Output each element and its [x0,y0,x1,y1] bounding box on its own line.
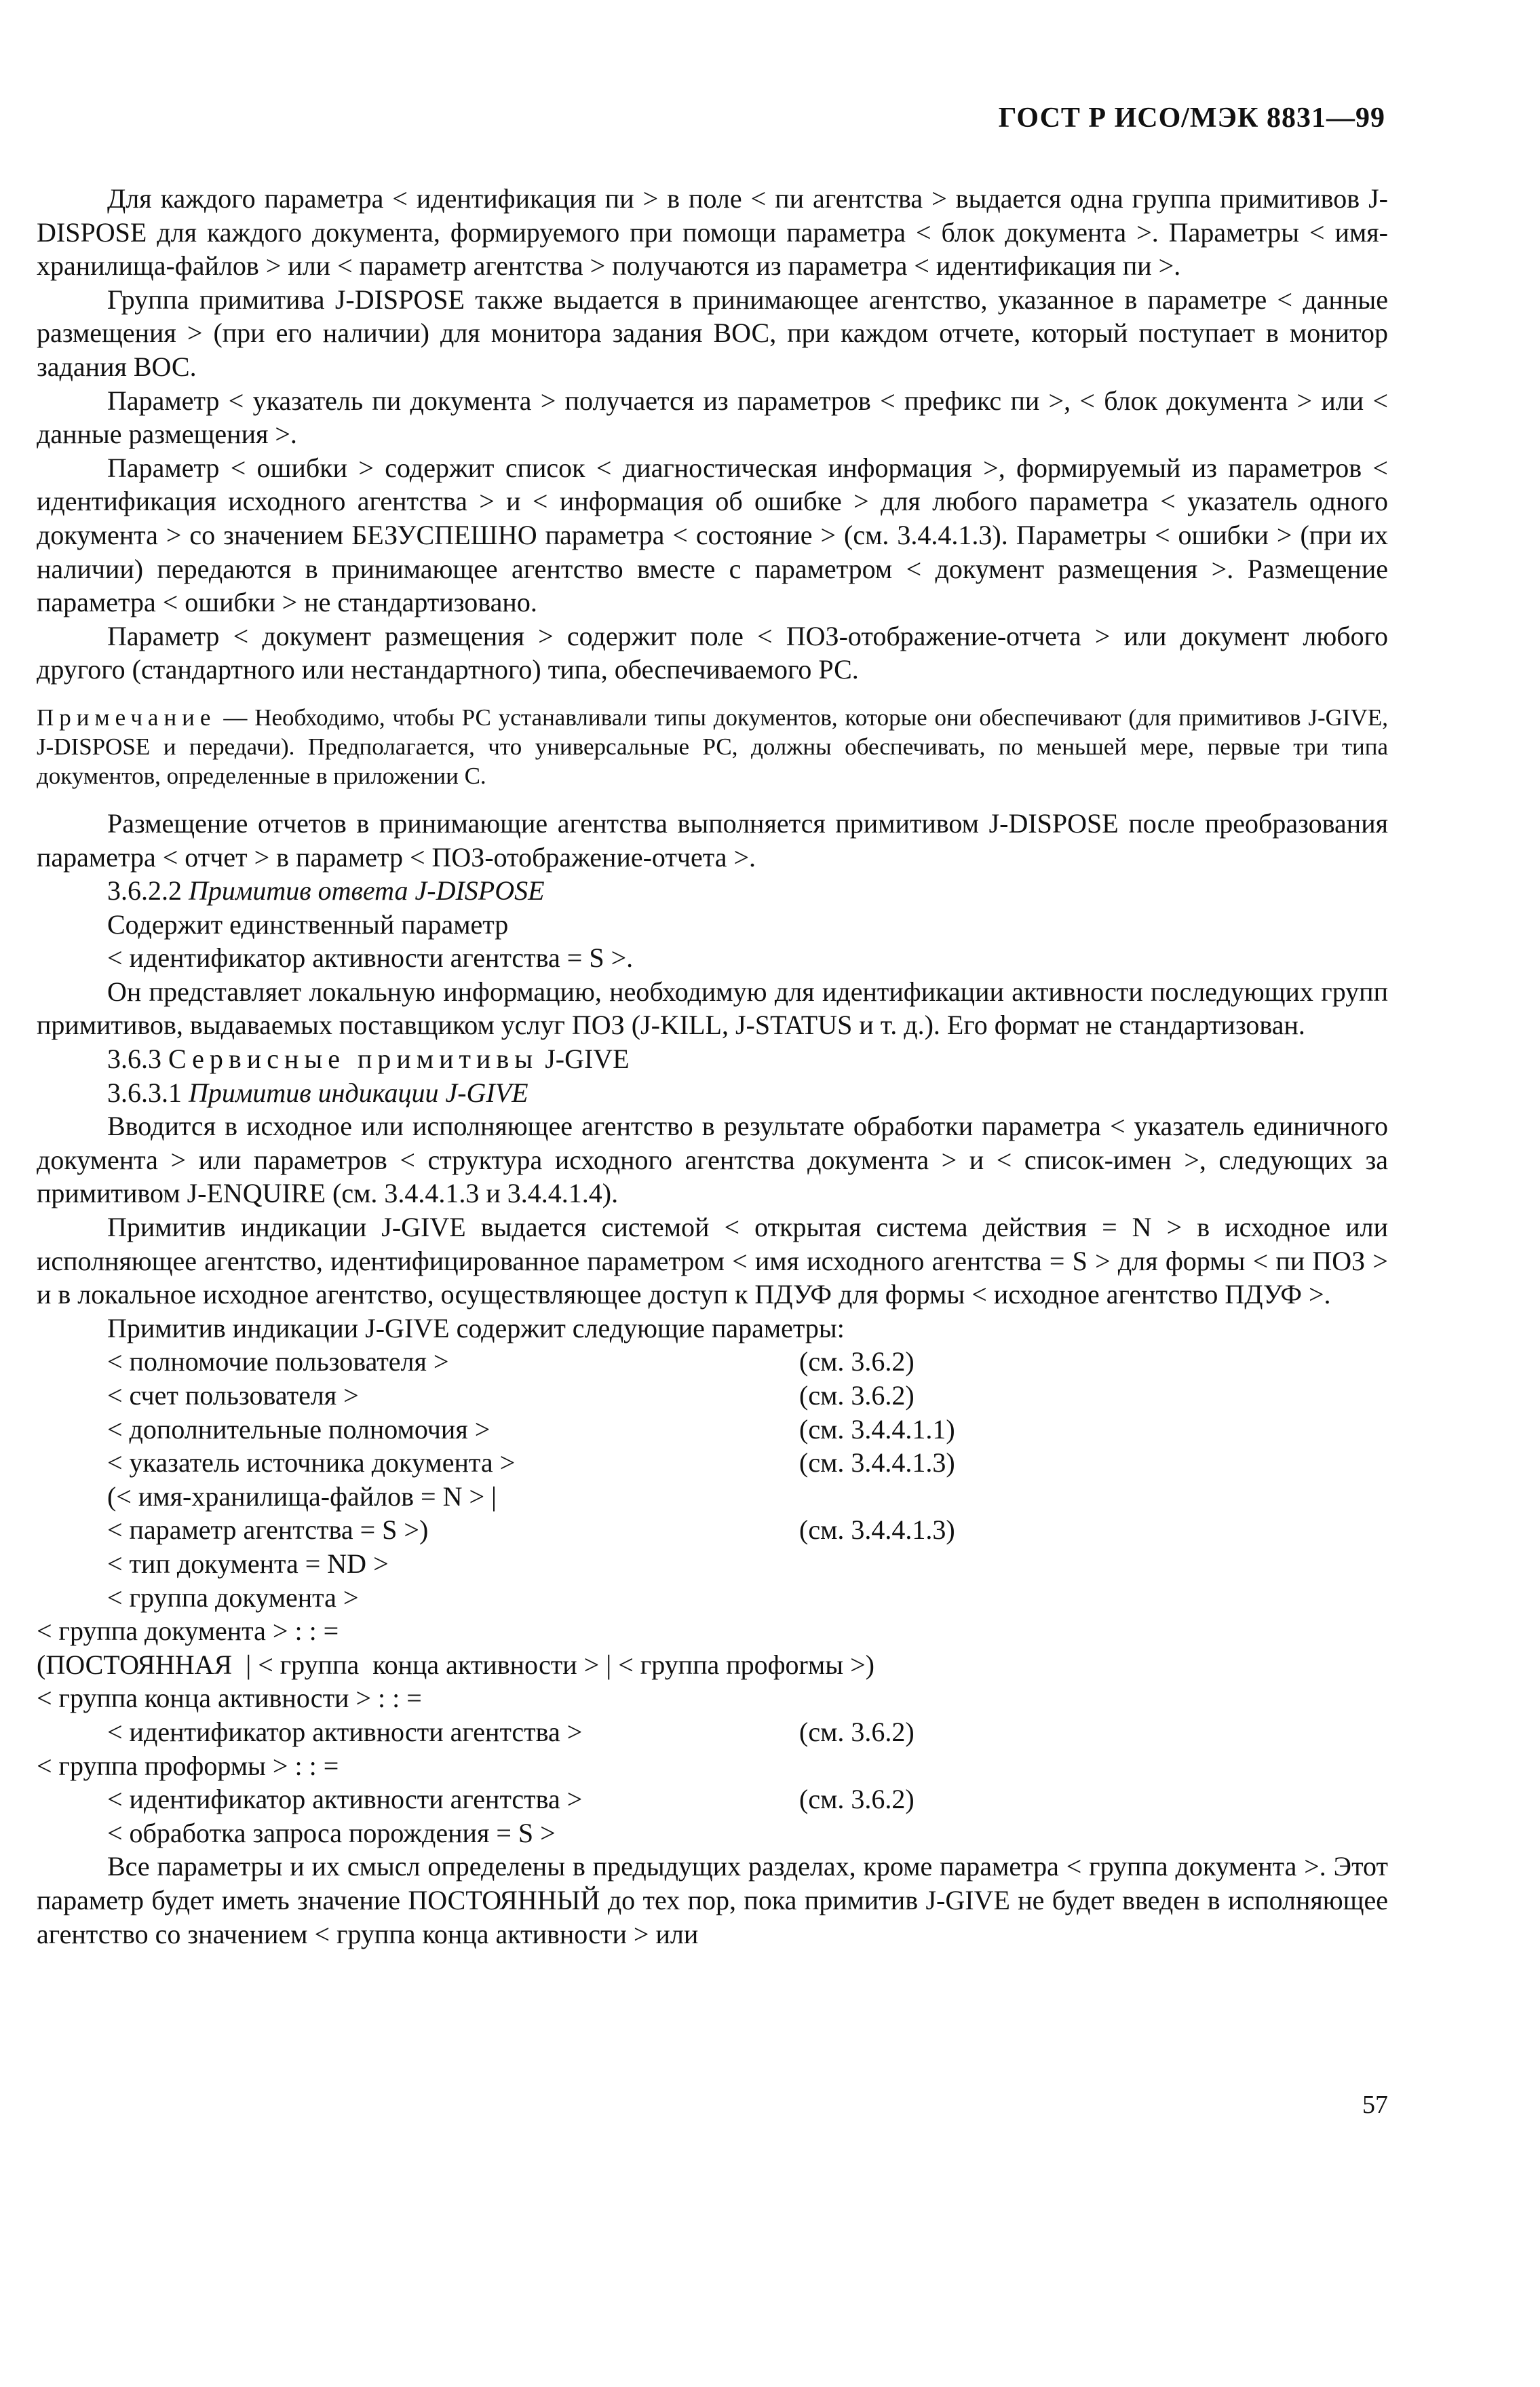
parameter-row [37,1581,1388,1615]
paragraph: < идентификатор активности агентства = S >. [107,942,634,974]
paragraph: Он представляет локальную информацию, необходимую для идентификации активности последующих групп примитивов, выдаваемых поставщиком услуг ПОЗ (J-KILL, J-STATUS и т. д.). Его формат не стандартизован. [37,976,1388,1041]
parameter-text: < дополнительные полномочия > [107,1413,490,1445]
parameter-row [37,1749,1388,1783]
parameter-ref: (см. 3.4.4.1.3) [799,1514,955,1546]
section-title-suffix: J-GIVE [545,1044,630,1075]
page-number: 57 [1362,2090,1388,2119]
section-heading [37,874,1388,908]
parameter-text: < тип документа = ND > [107,1548,389,1579]
parameter-row [37,1547,1388,1581]
parameter-ref: (см. 3.4.4.1.3) [799,1447,955,1478]
document-header: ГОСТ Р ИСО/МЭК 8831—99 [998,102,1385,134]
paragraph: Содержит единственный параметр [107,909,509,940]
parameter-row [37,1648,1388,1682]
section-title: Примитив индикации J-GIVE [189,1077,528,1108]
paragraph: Размещение отчетов в принимающие агентства выполняется примитивом J-DISPOSE после преобразования параметра < отчет > в параметр < ПОЗ-отображение-отчета >. [37,807,1388,873]
paragraph: Параметр < документ размещения > содержит поле < ПОЗ-отображение-отчета > или документ любого другого (стандартного или нестандартного) типа, обеспечиваемого РС. [37,620,1388,685]
parameter-ref [874,1648,1388,1682]
parameter-text: < полномочие пользователя > [107,1346,449,1377]
parameter-ref: (см. 3.6.2) [799,1380,915,1411]
note [37,703,1388,790]
section-heading [37,1042,1388,1076]
parameter-text: (ПОСТОЯННАЯ | < группа конца активности > | < группа профоrмы >) [37,1649,874,1680]
parameter-text: (< имя-хранилища-файлов = N > | [107,1481,497,1512]
section-title: Примитив ответа J-DISPOSE [189,875,545,906]
parameter-row [37,1413,1388,1447]
parameter-row [37,1681,1388,1715]
parameter-ref: (см. 3.6.2) [799,1784,915,1815]
parameter-list [37,1345,1388,1850]
note-label: Примечание [37,704,216,731]
parameter-text: < группа документа > [107,1582,359,1613]
parameter-ref [799,1816,1388,1850]
paragraph: Все параметры и их смысл определены в предыдущих разделах, кроме параметра < группа документа >. Этот параметр будет иметь значение ПОСТОЯННЫЙ до тех пор, пока примитив J-GIVE не будет введен в исполняющее агентство со значением < группа конца активности > или [37,1851,1388,1949]
parameter-text: < группа проформы > : : = [37,1750,339,1781]
parameter-text: < обработка запроса порождения = S > [107,1817,556,1848]
paragraph: Группа примитива J-DISPOSE также выдается в принимающее агентство, указанное в параметре < данные размещения > (при его наличии) для монитора задания ВОС, при каждом отчете, который поступает в монитор задания ВОС. [37,284,1388,382]
paragraph: Параметр < указатель пи документа > получается из параметров < префикс пи >, < блок документа > или < данные размещения >. [37,385,1388,450]
paragraph: Вводится в исходное или исполняющее агентство в результате обработки параметра < указатель единичного документа > или параметров < структура исходного агентства документа > и < список-имен >, следующих за примитивом J-ENQUIRE (см. 3.4.4.1.3 и 3.4.4.1.4). [37,1111,1388,1209]
page-body [37,182,1388,1951]
parameter-ref [799,1547,1388,1581]
parameter-row [37,1345,1388,1379]
parameter-ref: (см. 3.6.2) [799,1716,915,1747]
parameter-row [37,1480,1388,1514]
parameter-ref [799,1480,1388,1514]
parameter-text: < группа конца активности > : : = [37,1683,422,1714]
parameter-row [37,1782,1388,1816]
parameter-text: < идентификатор активности агентства > [107,1716,583,1747]
parameter-text: < идентификатор активности агентства > [107,1784,583,1815]
paragraph: Для каждого параметра < идентификация пи > в поле < пи агентства > выдается одна группа примитивов J-DISPOSE для каждого документа, формируемого при помощи параметра < блок документа >. Параметры < имя-хранилища-файлов > или < параметр агентства > получаются из параметра < идентификация пи >. [37,183,1388,282]
section-number: 3.6.3.1 [107,1077,182,1108]
parameter-text: < параметр агентства = S >) [107,1514,429,1546]
parameter-text: < счет пользователя > [107,1380,359,1411]
parameter-row [37,1513,1388,1547]
parameter-ref [799,1581,1388,1615]
section-number: 3.6.3 [107,1044,161,1075]
parameter-ref [799,1614,1388,1648]
parameter-row [37,1816,1388,1850]
parameter-text: < указатель источника документа > [107,1447,516,1478]
paragraph: Параметр < ошибки > содержит список < диагностическая информация >, формируемый из параметров < идентификация исходного агентства > и < информация об ошибке > для любого параметра < указатель одного документа > со значением БЕЗУСПЕШНО параметра < состояние > (см. 3.4.4.1.3). Параметры < ошибки > (при их наличии) передаются в принимающее агентство вместе с параметром < документ размещения >. Размещение параметра < ошибки > не стандартизовано. [37,452,1388,618]
parameter-ref [799,1749,1388,1783]
paragraph: Примитив индикации J-GIVE содержит следующие параметры: [107,1312,845,1343]
parameter-ref [799,1681,1388,1715]
parameter-text: < группа документа > : : = [37,1616,339,1647]
parameter-row [37,1379,1388,1413]
parameter-row [37,1446,1388,1480]
section-title: Сервисные примитивы [168,1044,539,1075]
parameter-ref: (см. 3.4.4.1.1) [799,1413,955,1445]
parameter-row [37,1715,1388,1749]
section-number: 3.6.2.2 [107,875,182,906]
note-text: — Необходимо, чтобы РС устанавливали типы документов, которые они обеспечивают (для примитивов J-GIVE, J-DISPOSE и передачи). Предполагается, что универсальные РС, должны обеспечивать, по меньшей мере, первые три типа документов, определенные в приложении С. [37,704,1388,789]
section-heading [37,1076,1388,1110]
paragraph: Примитив индикации J-GIVE выдается системой < открытая система действия = N > в исходное или исполняющее агентство, идентифицированное параметром < имя исходного агентства = S > для формы < пи ПОЗ > и в локальное исходное агентство, осуществляющее доступ к ПДУФ для формы < исходное агентство ПДУФ >. [37,1212,1388,1310]
parameter-row [37,1614,1388,1648]
parameter-ref: (см. 3.6.2) [799,1346,915,1377]
